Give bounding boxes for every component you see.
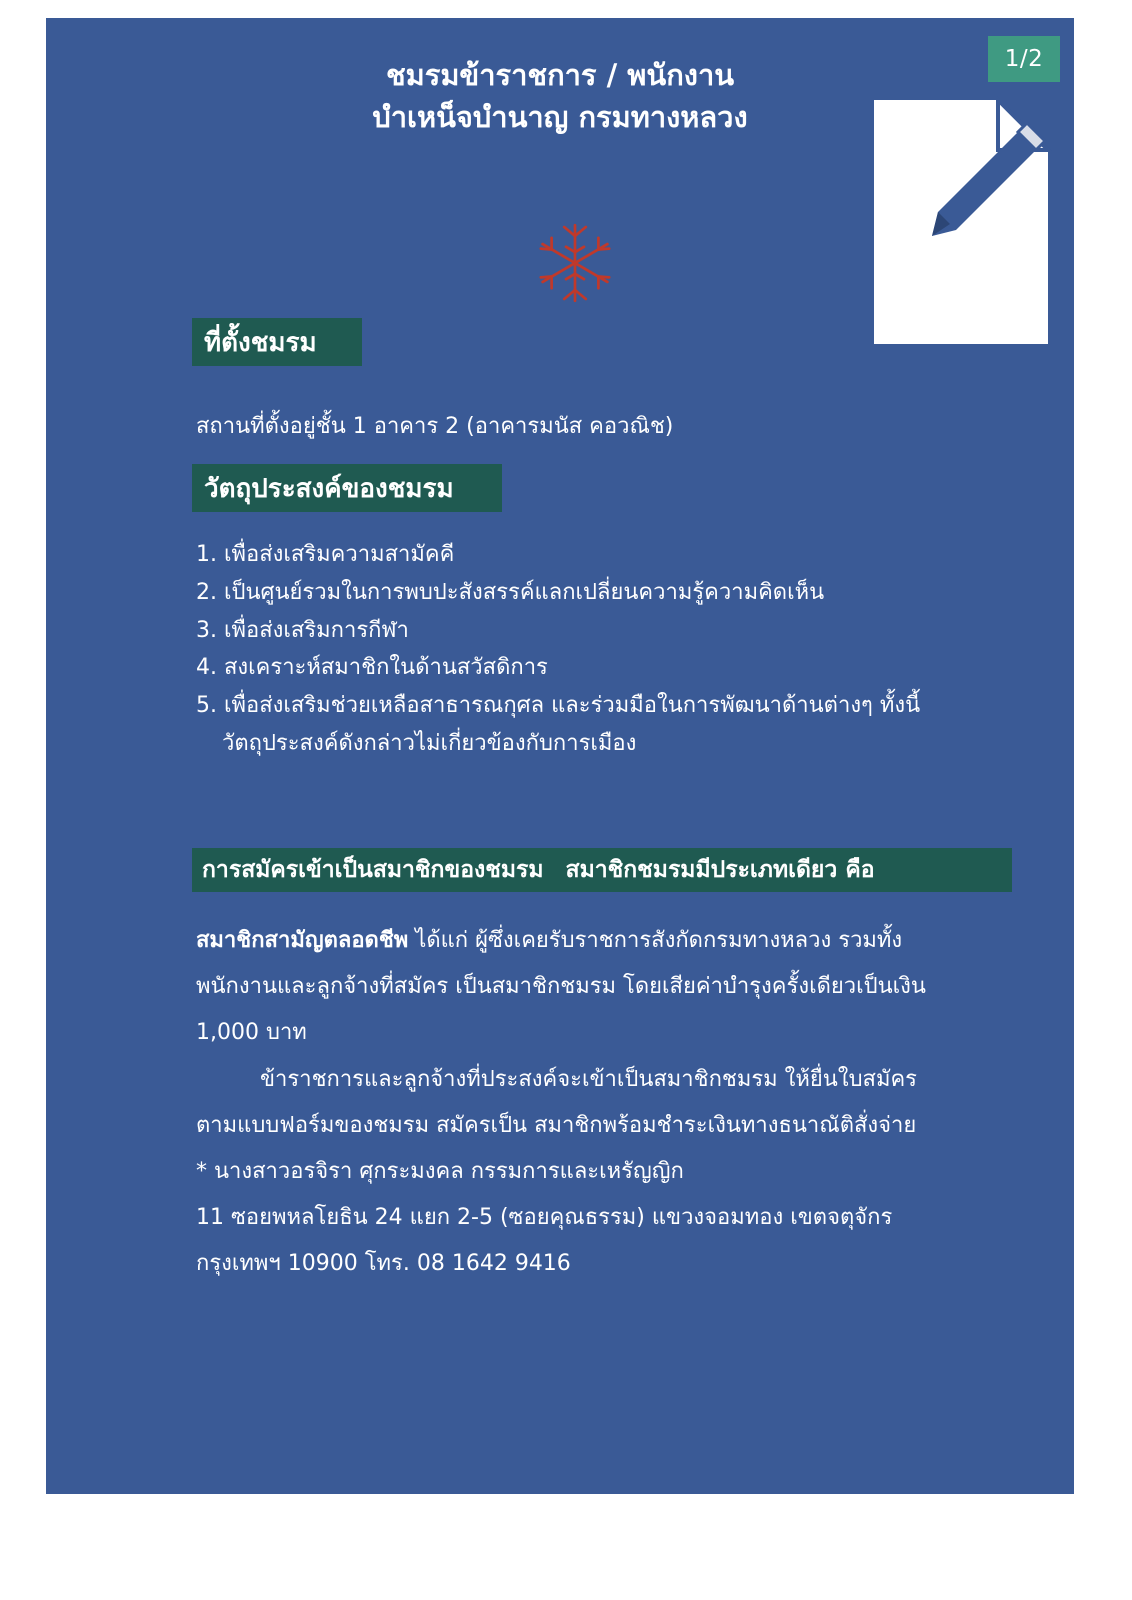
- list-item: 3. เพื่อส่งเสริมการกีฬา: [196, 617, 409, 643]
- application-body: [196, 918, 1056, 1288]
- application-paragraph-1-line-2: พนักงานและลูกจ้างที่สมัคร เป็นสมาชิกชมรม โดยเสียค่าบำรุงครั้งเดียวเป็นเงิน: [196, 974, 926, 1000]
- location-text: สถานที่ตั้งอยู่ชั้น 1 อาคาร 2 (อาคารมนัส คอวณิช): [196, 414, 674, 439]
- application-heading-main: การสมัครเข้าเป็นสมาชิกของชมรม: [202, 857, 544, 883]
- list-item: 5. เพื่อส่งเสริมช่วยเหลือสาธารณกุศล และร่วมมือในการพัฒนาด้านต่างๆ ทั้งนี้: [196, 693, 921, 719]
- application-heading-sub: สมาชิกชมรมมีประเภทเดียว คือ: [565, 857, 875, 883]
- contact-address: 11 ซอยพหลโยธิน 24 แยก 2-5 (ซอยคุณธรรม) แขวงจอมทอง เขตจตุจักร: [196, 1205, 893, 1231]
- section-heading-application: [192, 848, 1012, 892]
- contact-name: * นางสาวอรจิรา ศุกระมงคล กรรมการและเหรัญญิก: [196, 1158, 684, 1184]
- list-item: 2. เป็นศูนย์รวมในการพบปะสังสรรค์แลกเปลี่ยนความรู้ความคิดเห็น: [196, 579, 825, 605]
- document-page: [46, 18, 1074, 1494]
- page-title-line-1: ชมรมข้าราชการ / พนักงาน: [385, 58, 735, 92]
- list-item-continuation: วัตถุประสงค์ดังกล่าวไม่เกี่ยวข้องกับการเมือง: [222, 731, 637, 757]
- list-item: 4. สงเคราะห์สมาชิกในด้านสวัสดิการ: [196, 655, 548, 681]
- section-heading-location: ที่ตั้งชมรม: [192, 318, 362, 366]
- page-number-badge: 1/2: [988, 36, 1060, 82]
- list-item: 1. เพื่อส่งเสริมความสามัคคี: [196, 542, 455, 567]
- objectives-list: [196, 536, 1076, 763]
- contact-city-phone: กรุงเทพฯ 10900 โทร. 08 1642 9416: [196, 1251, 571, 1277]
- snowflake-icon: [520, 218, 630, 308]
- application-fee-amount: 1,000 บาท: [196, 1020, 307, 1046]
- application-paragraph-2-line-2: ตามแบบฟอร์มของชมรม สมัครเป็น สมาชิกพร้อมชำระเงินทางธนาณัติสั่งจ่าย: [196, 1112, 917, 1138]
- document-pencil-icon: [870, 96, 1052, 348]
- application-paragraph-2-line-1: ข้าราชการและลูกจ้างที่ประสงค์จะเข้าเป็นสมาชิกชมรม ให้ยื่นใบสมัคร: [260, 1066, 918, 1092]
- page-title-line-2: บำเหน็จบำนาญ กรมทางหลวง: [372, 100, 748, 135]
- application-paragraph-1-line-1: [196, 918, 1056, 964]
- section-heading-objectives: วัตถุประสงค์ของชมรม: [192, 464, 502, 512]
- membership-type-label: สมาชิกสามัญตลอดชีพ: [196, 928, 409, 953]
- membership-type-rest: ได้แก่ ผู้ซึ่งเคยรับราชการสังกัดกรมทางหลวง รวมทั้ง: [408, 928, 903, 953]
